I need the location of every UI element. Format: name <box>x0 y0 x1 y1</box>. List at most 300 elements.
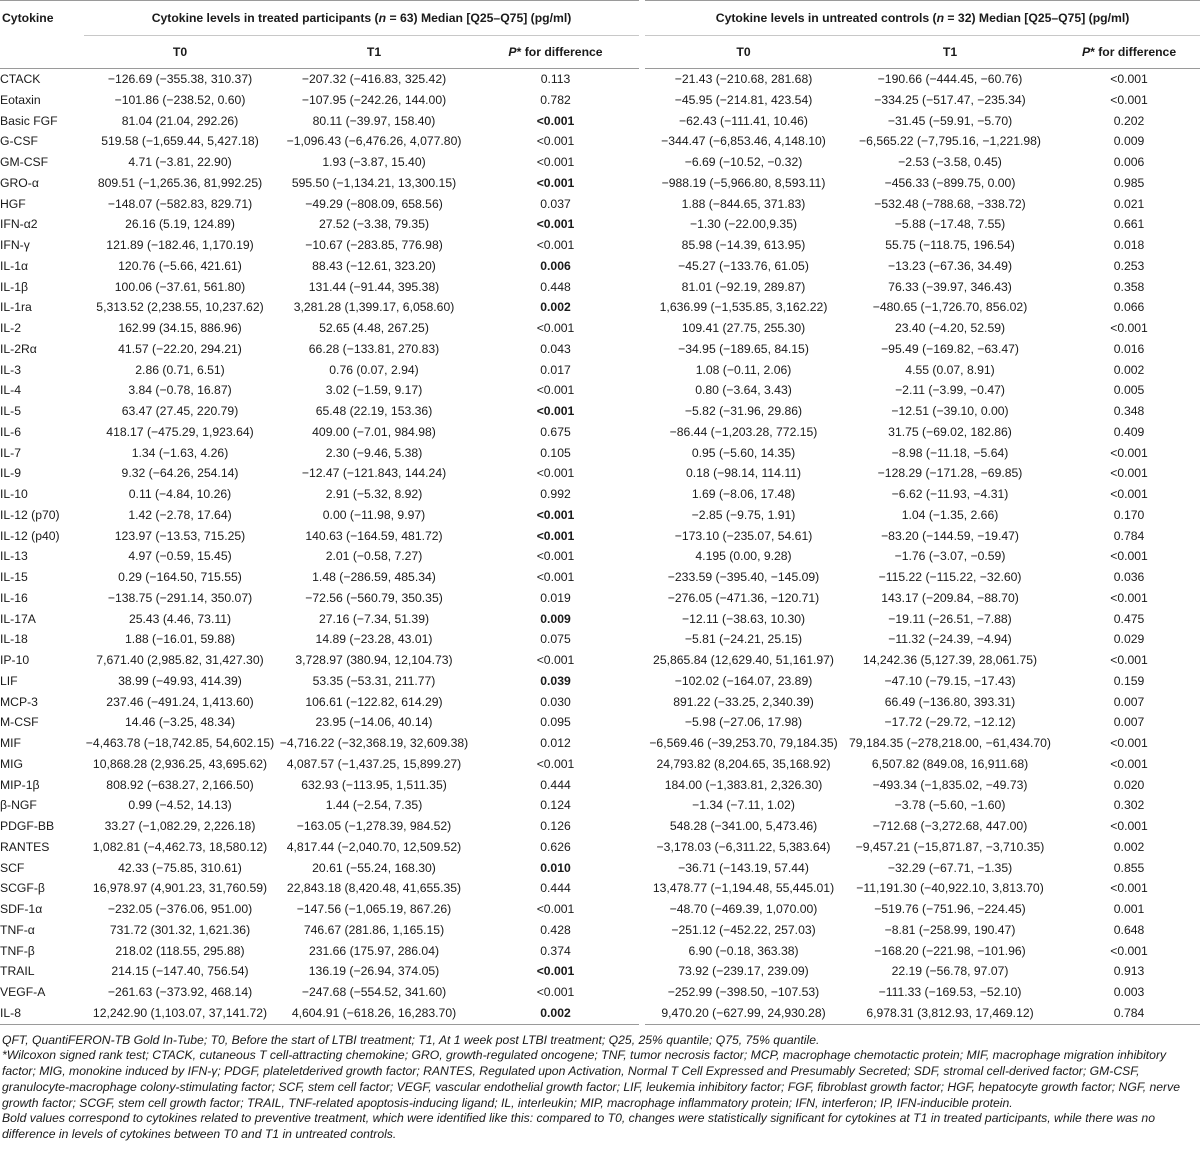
cytokine-name: IL-18 <box>0 632 28 647</box>
untreated-t1-value: 143.17 (−209.84, −88.70) <box>881 590 1019 605</box>
untreated-p-value: 0.003 <box>1113 985 1145 999</box>
treated-t1-value: 231.66 (175.97, 286.04) <box>308 943 440 958</box>
table-row <box>0 443 1200 464</box>
table-row <box>0 733 1200 754</box>
untreated-t1-value: 6,507.82 (849.08, 16,911.68) <box>871 756 1029 771</box>
cytokine-name: HGF <box>0 196 26 211</box>
cytokine-name: IL-5 <box>0 404 22 418</box>
untreated-p-value: 0.006 <box>1113 155 1145 169</box>
treated-t1-header: T1 <box>276 36 472 69</box>
untreated-t1-value: −168.20 (−221.98, −101.96) <box>874 943 1026 958</box>
untreated-t0-value: −45.27 (−133.76, 61.05) <box>642 256 842 277</box>
untreated-t0-value: 4.195 (0.00, 9.28) <box>642 546 842 567</box>
untreated-t1-value: −83.20 (−144.59, −19.47) <box>881 528 1019 543</box>
treated-t0-value: −232.05 (−376.06, 951.00) <box>107 902 253 916</box>
table-row <box>0 401 1200 422</box>
treated-t0-value: 12,242.90 (1,103.07, 37,141.72) <box>84 1003 276 1024</box>
untreated-t1-value: −456.33 (−899.75, 0.00) <box>884 175 1016 190</box>
table-row <box>0 982 1200 1003</box>
treated-t0-value: 1,082.81 (−4,462.73, 18,580.12) <box>92 839 268 854</box>
treated-t0-value: 0.99 (−4.52, 14.13) <box>128 798 232 813</box>
untreated-t0-value: 81.01 (−92.19, 289.87) <box>642 277 842 298</box>
treated-t0-value: 81.04 (21.04, 292.26) <box>121 113 239 128</box>
treated-p-value: <0.001 <box>472 214 642 235</box>
treated-t1-value: 22,843.18 (8,420.48, 41,655.35) <box>286 881 462 896</box>
treated-p-value: 0.782 <box>472 90 642 111</box>
table-row <box>0 484 1200 505</box>
treated-t0-value: 162.99 (34.15, 886.96) <box>118 321 242 335</box>
treated-p-value: 0.126 <box>472 816 642 837</box>
treated-t0-value: 123.97 (−13.53, 715.25) <box>114 528 246 543</box>
cytokine-name: SCGF-β <box>0 881 45 896</box>
footnote-abbreviations: QFT, QuantiFERON-TB Gold In-Tube; T0, Before the start of LTBI treatment; T1, At 1 week post LTBI treatment; Q25, 25% quantile; Q75, 75% quantile. <box>2 1032 820 1047</box>
table-row <box>0 816 1200 837</box>
cytokine-name: MIF <box>0 736 21 750</box>
table-row <box>0 671 1200 692</box>
cytokine-subheader-blank <box>0 36 84 69</box>
treated-p-value: <0.001 <box>472 650 642 671</box>
cytokine-name: MCP-3 <box>0 694 38 709</box>
treated-p-value: 0.012 <box>472 733 642 754</box>
untreated-t1-value: −11,191.30 (−40,922.10, 3,813.70) <box>856 881 1044 896</box>
cytokine-name: CTACK <box>0 72 41 86</box>
treated-t1-value: 136.19 (−26.94, 374.05) <box>308 964 440 979</box>
untreated-t1-value: −115.22 (−115.22, −32.60) <box>878 570 1022 584</box>
untreated-p-header: P* for difference <box>1058 36 1200 69</box>
treated-t0-value: −101.86 (−238.52, 0.60) <box>114 92 246 107</box>
cytokine-name: IL-1ra <box>0 300 32 315</box>
untreated-t1-value: −480.65 (−1,726.70, 856.02) <box>872 300 1028 315</box>
treated-t1-value: 632.93 (−113.95, 1,511.35) <box>301 777 447 792</box>
table-row <box>0 173 1200 194</box>
treated-t0-value: 4.71 (−3.81, 22.90) <box>128 155 232 169</box>
untreated-t1-value: −3.78 (−5.60, −1.60) <box>894 798 1006 813</box>
treated-t1-value: 1.44 (−2.54, 7.35) <box>325 798 423 813</box>
treated-t0-value: 7,671.40 (2,985.82, 31,427.30) <box>96 653 264 667</box>
treated-p-value: <0.001 <box>472 111 642 132</box>
cytokine-name: IL-17A <box>0 611 36 626</box>
table-row <box>0 318 1200 339</box>
treated-p-value: <0.001 <box>472 173 642 194</box>
treated-t0-value: 14.46 (−3.25, 48.34) <box>124 715 236 730</box>
treated-t1-value: 1.48 (−286.59, 485.34) <box>312 570 436 584</box>
untreated-p-value: <0.001 <box>1110 736 1148 750</box>
treated-t1-value: −147.56 (−1,065.19, 867.26) <box>296 902 452 916</box>
treated-t1-value: 52.65 (4.48, 267.25) <box>319 321 429 335</box>
treated-p-value: <0.001 <box>472 526 642 547</box>
treated-t1-value: 80.11 (−39.97, 158.40) <box>312 113 436 128</box>
cytokine-name: PDGF-BB <box>0 819 55 833</box>
cytokine-name: TNF-β <box>0 943 35 958</box>
untreated-t1-value: −19.11 (−26.51, −7.88) <box>888 611 1012 626</box>
untreated-t0-value: −1.34 (−7.11, 1.02) <box>642 795 842 816</box>
untreated-p-value: 0.253 <box>1113 258 1145 273</box>
untreated-t0-value: −2.85 (−9.75, 1.91) <box>642 505 842 526</box>
untreated-t1-value: 79,184.35 (−278,218.00, −61,434.70) <box>849 736 1051 750</box>
treated-t1-value: 0.00 (−11.98, 9.97) <box>322 507 426 522</box>
untreated-t1-value: −128.29 (−171.28, −69.85) <box>877 466 1023 481</box>
treated-p-value: <0.001 <box>472 380 642 401</box>
cytokine-column-header: Cytokine <box>2 11 54 26</box>
treated-t1-value: 14.89 (−23.28, 43.01) <box>315 632 433 647</box>
table-row <box>0 692 1200 713</box>
cytokine-name: MIG <box>0 756 24 771</box>
untreated-t1-value: −5.88 (−17.48, 7.55) <box>894 217 1006 232</box>
treated-t1-value: 4,817.44 (−2,040.70, 12,509.52) <box>286 839 462 854</box>
untreated-p-value: <0.001 <box>1110 881 1148 896</box>
cytokine-name: G-CSF <box>0 134 38 149</box>
cytokine-name: RANTES <box>0 839 50 854</box>
untreated-p-value: 0.009 <box>1113 134 1145 149</box>
treated-t1-value: 27.52 (−3.38, 79.35) <box>318 217 430 232</box>
table-row <box>0 712 1200 733</box>
treated-p-value: 0.448 <box>472 277 642 298</box>
table-row <box>0 256 1200 277</box>
cytokine-name: IL-13 <box>0 549 28 564</box>
untreated-p-value: 0.016 <box>1113 341 1145 356</box>
treated-t1-value: −207.32 (−416.83, 325.42) <box>301 72 447 86</box>
cytokine-name: IL-7 <box>0 445 22 460</box>
treated-t0-value: 41.57 (−22.20, 294.21) <box>118 341 242 356</box>
untreated-t1-value: −12.51 (−39.10, 0.00) <box>891 404 1009 418</box>
footnote-bold-values: Bold values correspond to cytokines related to preventive treatment, which were identified like this: compared to T0, changes were statistically significant for cytokines at T1 in treated participants, while there was no difference in levels of cytokines between T0 and T1 in untreated controls. <box>2 1111 1155 1142</box>
untreated-t0-value: −5.98 (−27.06, 17.98) <box>642 712 842 733</box>
treated-t0-value: 100.06 (−37.61, 561.80) <box>114 279 246 294</box>
untreated-p-value: 0.648 <box>1113 922 1145 937</box>
treated-t1-value: 4,087.57 (−1,437.25, 15,899.27) <box>286 756 462 771</box>
treated-p-value: <0.001 <box>472 546 642 567</box>
treated-t0-value: −126.69 (−355.38, 310.37) <box>107 72 253 86</box>
treated-t0-value: 808.92 (−638.27, 2,166.50) <box>106 777 254 792</box>
treated-t0-value: 121.89 (−182.46, 1,170.19) <box>106 238 254 252</box>
untreated-t0-value: 24,793.82 (8,204.65, 35,168.92) <box>642 754 842 775</box>
treated-t1-value: −1,096.43 (−6,476.26, 4,077.80) <box>286 134 462 149</box>
untreated-t0-value: −45.95 (−214.81, 423.54) <box>642 90 842 111</box>
treated-p-value: <0.001 <box>472 505 642 526</box>
untreated-t0-value: −5.81 (−24.21, 25.15) <box>642 629 842 650</box>
untreated-t0-value: −1.30 (−22.00,9.35) <box>642 214 842 235</box>
untreated-t1-value: 76.33 (−39.97, 346.43) <box>888 279 1012 294</box>
treated-t0-value: 519.58 (−1,659.44, 5,427.18) <box>101 134 259 149</box>
untreated-p-value: <0.001 <box>1110 943 1148 958</box>
treated-p-value: <0.001 <box>472 235 642 256</box>
untreated-t1-value: −334.25 (−517.47, −235.34) <box>874 92 1026 107</box>
table-row <box>0 131 1200 152</box>
table-header <box>0 1 1200 69</box>
untreated-p-value: 0.358 <box>1113 279 1145 294</box>
cytokine-name: IL-2Rα <box>0 341 37 356</box>
treated-t0-value: 731.72 (301.32, 1,621.36) <box>109 922 251 937</box>
untreated-p-value: 0.913 <box>1113 964 1145 979</box>
untreated-t1-value: 1.04 (−1.35, 2.66) <box>901 507 999 522</box>
cytokine-name: β-NGF <box>0 798 37 813</box>
cytokine-name: VEGF-A <box>0 985 46 999</box>
cytokine-name: IL-1β <box>0 279 29 294</box>
untreated-t1-value: −1.76 (−3.07, −0.59) <box>894 549 1006 564</box>
cytokine-name: GM-CSF <box>0 155 49 169</box>
untreated-p-value: 0.066 <box>1113 300 1145 315</box>
cytokine-name: IL-9 <box>0 466 22 481</box>
treated-t0-value: 1.34 (−1.63, 4.26) <box>131 445 229 460</box>
untreated-t1-value: −6.62 (−11.93, −4.31) <box>891 487 1009 501</box>
treated-t0-value: 9.32 (−64.26, 254.14) <box>121 466 239 481</box>
table-row <box>0 567 1200 588</box>
untreated-t1-header: T1 <box>842 36 1058 69</box>
treated-p-value: 0.010 <box>472 858 642 879</box>
table-row <box>0 526 1200 547</box>
untreated-p-value: 0.002 <box>1113 362 1145 377</box>
treated-t1-value: 20.61 (−55.24, 168.30) <box>312 860 436 875</box>
untreated-p-value: 0.159 <box>1113 673 1145 688</box>
treated-t0-value: 1.88 (−16.01, 59.88) <box>124 632 236 647</box>
treated-t1-value: −72.56 (−560.79, 350.35) <box>305 590 443 605</box>
untreated-t0-value: −276.05 (−471.36, −120.71) <box>642 588 842 609</box>
untreated-p-value: 0.018 <box>1113 238 1145 252</box>
treated-t1-value: 131.44 (−91.44, 395.38) <box>308 279 440 294</box>
untreated-t1-value: −6,565.22 (−7,795.16, −1,221.98) <box>859 134 1041 149</box>
cytokine-name: IL-12 (p70) <box>0 507 60 522</box>
table-row <box>0 422 1200 443</box>
untreated-p-value: 0.202 <box>1113 113 1145 128</box>
treated-p-value: 0.030 <box>472 692 642 713</box>
untreated-t1-value: 66.49 (−136.80, 393.31) <box>884 694 1016 709</box>
table-row <box>0 961 1200 982</box>
treated-p-value: 0.105 <box>472 443 642 464</box>
treated-t0-value: 26.16 (5.19, 124.89) <box>125 217 235 232</box>
untreated-p-value: 0.170 <box>1113 507 1145 522</box>
treated-p-value: 0.374 <box>472 941 642 962</box>
treated-p-value: <0.001 <box>472 152 642 173</box>
treated-p-value: 0.017 <box>472 360 642 381</box>
untreated-t0-value: 0.80 (−3.64, 3.43) <box>642 380 842 401</box>
treated-t0-value: −148.07 (−582.83, 829.71) <box>107 196 253 211</box>
treated-p-value: 0.626 <box>472 837 642 858</box>
untreated-t0-value: −3,178.03 (−6,311.22, 5,383.64) <box>642 837 842 858</box>
treated-t1-value: −12.47 (−121.843, 144.24) <box>301 466 447 481</box>
cytokine-name: IP-10 <box>0 653 30 667</box>
treated-p-value: <0.001 <box>472 567 642 588</box>
table-row <box>0 546 1200 567</box>
untreated-t1-value: −712.68 (−3,272.68, 447.00) <box>872 819 1028 833</box>
cytokine-name: IL-16 <box>0 590 28 605</box>
untreated-t1-value: −11.32 (−24.39, −4.94) <box>888 632 1012 647</box>
table-row <box>0 152 1200 173</box>
cytokine-name: MIP-1β <box>0 777 40 792</box>
untreated-p-value: 0.021 <box>1113 196 1145 211</box>
treated-t1-value: 140.63 (−164.59, 481.72) <box>305 528 443 543</box>
treated-p-value: 0.019 <box>472 588 642 609</box>
untreated-t0-value: −173.10 (−235.07, 54.61) <box>642 526 842 547</box>
treated-t1-value: 1.93 (−3.87, 15.40) <box>322 155 426 169</box>
untreated-p-value: 0.007 <box>1113 715 1145 730</box>
table-body <box>0 69 1200 1025</box>
treated-t0-value: 237.46 (−491.24, 1,413.60) <box>106 694 254 709</box>
table-row <box>0 194 1200 215</box>
treated-t1-value: 2.91 (−5.32, 8.92) <box>325 487 423 501</box>
untreated-t0-value: 1,636.99 (−1,535.85, 3,162.22) <box>642 297 842 318</box>
treated-t1-value: −4,716.22 (−32,368.19, 32,609.38) <box>279 736 469 750</box>
untreated-t1-value: 22.19 (−56.78, 97.07) <box>891 964 1009 979</box>
treated-p-value: <0.001 <box>472 961 642 982</box>
untreated-t0-value: 1.88 (−844.65, 371.83) <box>642 194 842 215</box>
table-row <box>0 297 1200 318</box>
treated-p-value: 0.002 <box>472 297 642 318</box>
table-row <box>0 650 1200 671</box>
untreated-t0-value: 6.90 (−0.18, 363.38) <box>642 941 842 962</box>
untreated-t1-value: 23.40 (−4.20, 52.59) <box>894 321 1006 335</box>
treated-t1-value: 2.01 (−0.58, 7.27) <box>325 549 423 564</box>
table-row <box>0 1003 1200 1024</box>
untreated-t1-value: −532.48 (−788.68, −338.72) <box>874 196 1026 211</box>
treated-t1-value: 3.02 (−1.59, 9.17) <box>325 383 423 398</box>
treated-t0-value: 418.17 (−475.29, 1,923.64) <box>106 424 254 439</box>
treated-p-value: 0.444 <box>472 775 642 796</box>
untreated-group-header: Cytokine levels in untreated controls (n = 32) Median [Q25–Q75] (pg/ml) <box>642 1 1200 36</box>
treated-p-value: <0.001 <box>472 131 642 152</box>
treated-t0-header: T0 <box>84 36 276 69</box>
treated-p-value: 0.113 <box>472 69 642 90</box>
treated-p-value: 0.992 <box>472 484 642 505</box>
treated-p-value: 0.043 <box>472 339 642 360</box>
untreated-t0-value: 9,470.20 (−627.99, 24,930.28) <box>642 1003 842 1024</box>
untreated-p-value: <0.001 <box>1110 445 1148 460</box>
untreated-t0-value: −5.82 (−31.96, 29.86) <box>642 401 842 422</box>
treated-p-header: P* for difference <box>472 36 642 69</box>
treated-p-value: 0.675 <box>472 422 642 443</box>
cytokine-name: IL-15 <box>0 570 28 584</box>
untreated-p-value: 0.005 <box>1113 383 1145 398</box>
untreated-t1-value: −111.33 (−169.53, −52.10) <box>878 985 1022 999</box>
cytokine-name: GRO-α <box>0 175 39 190</box>
treated-t0-value: 63.47 (27.45, 220.79) <box>121 404 239 418</box>
treated-p-value: 0.095 <box>472 712 642 733</box>
untreated-p-value: 0.036 <box>1113 570 1145 584</box>
table-row <box>0 920 1200 941</box>
untreated-t1-value: −493.34 (−1,835.02, −49.73) <box>872 777 1028 792</box>
treated-t0-value: 38.99 (−49.93, 414.39) <box>118 673 242 688</box>
untreated-p-value: 0.029 <box>1113 632 1145 647</box>
table-row <box>0 360 1200 381</box>
treated-t0-value: 0.11 (−4.84, 10.26) <box>128 487 232 501</box>
treated-t1-value: 65.48 (22.19, 153.36) <box>315 404 433 418</box>
treated-t1-value: 88.43 (−12.61, 323.20) <box>312 258 436 273</box>
treated-t0-value: 0.29 (−164.50, 715.55) <box>118 570 242 584</box>
treated-t1-value: −163.05 (−1,278.39, 984.52) <box>296 819 452 833</box>
treated-t0-value: 25.43 (4.46, 73.11) <box>128 611 232 626</box>
untreated-t0-value: −102.02 (−164.07, 23.89) <box>642 671 842 692</box>
untreated-t0-value: −6,569.46 (−39,253.70, 79,184.35) <box>642 733 842 754</box>
treated-p-value: 0.006 <box>472 256 642 277</box>
table-row <box>0 111 1200 132</box>
untreated-t1-value: −2.11 (−3.99, −0.47) <box>895 383 1005 398</box>
untreated-p-value: <0.001 <box>1110 487 1148 501</box>
cytokine-name: M-CSF <box>0 715 39 730</box>
untreated-t1-value: −190.66 (−444.45, −60.76) <box>877 72 1023 86</box>
treated-t0-value: 10,868.28 (2,936.25, 43,695.62) <box>92 756 268 771</box>
untreated-t0-value: −6.69 (−10.52, −0.32) <box>642 152 842 173</box>
table-row <box>0 90 1200 111</box>
untreated-t1-value: 14,242.36 (5,127.39, 28,061.75) <box>862 653 1038 667</box>
untreated-t0-value: 548.28 (−341.00, 5,473.46) <box>642 816 842 837</box>
treated-p-value: 0.039 <box>472 671 642 692</box>
untreated-t0-value: −251.12 (−452.22, 257.03) <box>642 920 842 941</box>
table-row <box>0 588 1200 609</box>
cytokine-name: IL-8 <box>0 1003 84 1024</box>
treated-t0-value: 809.51 (−1,265.36, 81,992.25) <box>97 175 263 190</box>
untreated-t0-value: 891.22 (−33.25, 2,340.39) <box>642 692 842 713</box>
treated-t1-value: 2.30 (−9.46, 5.38) <box>325 445 423 460</box>
untreated-t0-value: 1.69 (−8.06, 17.48) <box>642 484 842 505</box>
treated-t0-value: −261.63 (−373.92, 468.14) <box>107 985 253 999</box>
untreated-p-value: 0.661 <box>1113 217 1145 232</box>
treated-t1-value: 106.61 (−122.82, 614.29) <box>305 694 443 709</box>
untreated-p-value: 0.001 <box>1113 902 1145 916</box>
table-row <box>0 277 1200 298</box>
treated-t1-value: 3,281.28 (1,399.17, 6,058.60) <box>293 300 455 315</box>
treated-t0-value: 1.42 (−2.78, 17.64) <box>128 507 232 522</box>
untreated-t1-value: 55.75 (−118.75, 196.54) <box>885 238 1015 252</box>
treated-t0-value: 33.27 (−1,082.29, 2,226.18) <box>104 819 256 833</box>
treated-t0-value: 4.97 (−0.59, 15.45) <box>128 549 232 564</box>
treated-p-value: <0.001 <box>472 318 642 339</box>
treated-t0-value: 42.33 (−75.85, 310.61) <box>118 860 242 875</box>
treated-t1-value: −247.68 (−554.52, 341.60) <box>301 985 447 999</box>
untreated-t0-value: −21.43 (−210.68, 281.68) <box>642 69 842 90</box>
table-row <box>0 69 1200 90</box>
table-footnotes <box>0 1033 1200 1144</box>
untreated-t1-value: −95.49 (−169.82, −63.47) <box>881 341 1019 356</box>
treated-t0-value: 2.86 (0.71, 6.51) <box>135 362 225 377</box>
untreated-p-value: <0.001 <box>1110 321 1148 335</box>
table-row <box>0 899 1200 920</box>
untreated-t1-value: −9,457.21 (−15,871.87, −3,710.35) <box>855 839 1045 854</box>
untreated-p-value: <0.001 <box>1110 92 1148 107</box>
untreated-t0-value: 25,865.84 (12,629.40, 51,161.97) <box>642 650 842 671</box>
table-row <box>0 795 1200 816</box>
cytokine-name: IL-3 <box>0 362 22 377</box>
treated-t0-value: 5,313.52 (2,238.55, 10,237.62) <box>96 300 264 315</box>
treated-t1-value: 23.95 (−14.06, 40.14) <box>315 715 433 730</box>
treated-p-value: 0.002 <box>472 1003 642 1024</box>
table-row <box>0 380 1200 401</box>
untreated-t0-value: 109.41 (27.75, 255.30) <box>642 318 842 339</box>
treated-t0-value: 3.84 (−0.78, 16.87) <box>128 383 232 398</box>
untreated-p-value: 0.020 <box>1113 777 1145 792</box>
untreated-t0-value: 0.95 (−5.60, 14.35) <box>642 443 842 464</box>
untreated-t0-value: 184.00 (−1,383.81, 2,326.30) <box>642 775 842 796</box>
untreated-t0-value: −62.43 (−111.41, 10.46) <box>642 111 842 132</box>
untreated-t1-value: 31.75 (−69.02, 182.86) <box>888 424 1012 439</box>
table-row <box>0 837 1200 858</box>
treated-t1-value: −49.29 (−808.09, 658.56) <box>305 196 443 211</box>
cytokine-name: LIF <box>0 673 18 688</box>
treated-t0-value: 16,978.97 (4,901.23, 31,760.59) <box>92 881 268 896</box>
treated-p-value: <0.001 <box>472 754 642 775</box>
treated-t1-value: 746.67 (281.86, 1,165.15) <box>303 922 445 937</box>
untreated-p-value: 0.985 <box>1113 175 1145 190</box>
untreated-t0-header: T0 <box>642 36 842 69</box>
table-row <box>0 214 1200 235</box>
untreated-t0-value: 1.08 (−0.11, 2.06) <box>642 360 842 381</box>
treated-t1-value: 409.00 (−7.01, 984.98) <box>312 424 436 439</box>
untreated-p-value: 0.855 <box>1113 860 1145 875</box>
untreated-t0-value: 85.98 (−14.39, 613.95) <box>642 235 842 256</box>
treated-p-value: 0.075 <box>472 629 642 650</box>
table-row <box>0 878 1200 899</box>
table-row <box>0 941 1200 962</box>
untreated-t1-value: −13.23 (−67.36, 34.49) <box>888 258 1013 273</box>
treated-p-value: 0.444 <box>472 878 642 899</box>
